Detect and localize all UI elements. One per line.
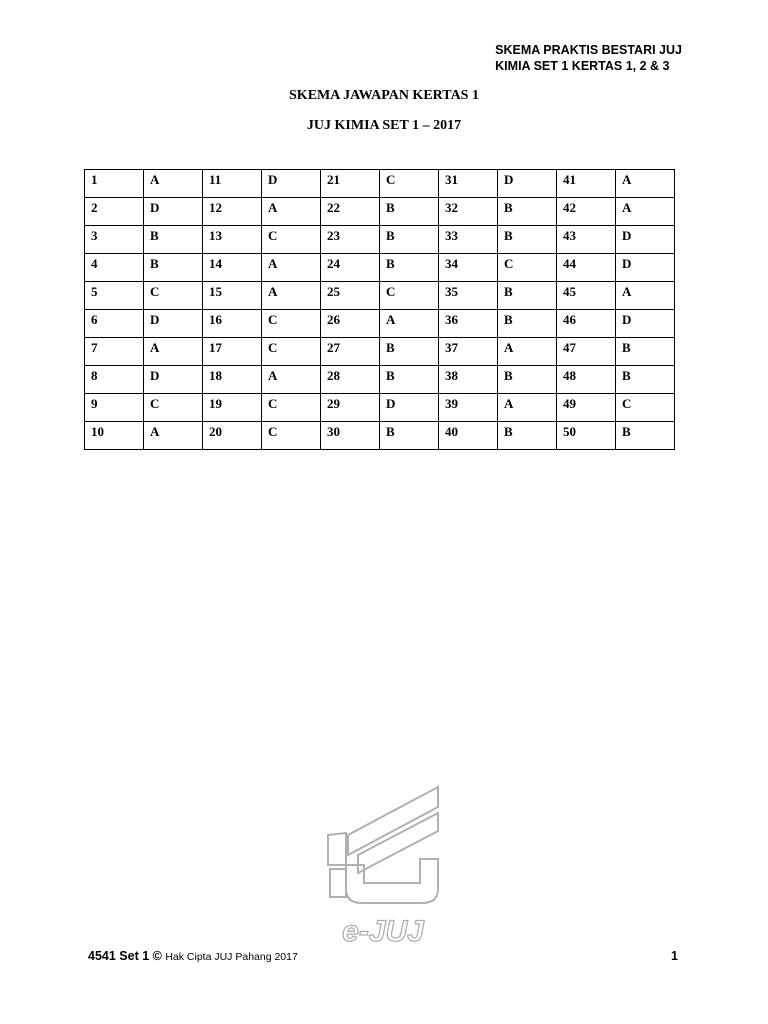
answer-cell: B xyxy=(498,366,557,394)
answer-cell: C xyxy=(262,226,321,254)
table-row xyxy=(85,338,675,366)
question-number-cell: 42 xyxy=(557,198,616,226)
question-number-cell: 41 xyxy=(557,170,616,198)
question-number-cell: 2 xyxy=(85,198,144,226)
answer-cell: B xyxy=(498,226,557,254)
answer-cell: A xyxy=(262,282,321,310)
question-number-cell: 39 xyxy=(439,394,498,422)
question-number-cell: 16 xyxy=(203,310,262,338)
table-row xyxy=(85,226,675,254)
footer-left xyxy=(88,949,298,963)
question-number-cell: 36 xyxy=(439,310,498,338)
answer-cell: A xyxy=(144,170,203,198)
table-row xyxy=(85,394,675,422)
question-number-cell: 26 xyxy=(321,310,380,338)
answer-cell: B xyxy=(498,422,557,450)
page-number: 1 xyxy=(671,949,678,963)
table-row xyxy=(85,198,675,226)
answer-cell: A xyxy=(144,338,203,366)
question-number-cell: 47 xyxy=(557,338,616,366)
answer-cell: C xyxy=(262,394,321,422)
question-number-cell: 19 xyxy=(203,394,262,422)
answer-cell: D xyxy=(498,170,557,198)
answer-cell: D xyxy=(616,226,675,254)
question-number-cell: 1 xyxy=(85,170,144,198)
footer-copyright: Hak Cipta JUJ Pahang 2017 xyxy=(165,951,298,963)
table-row xyxy=(85,254,675,282)
question-number-cell: 18 xyxy=(203,366,262,394)
question-number-cell: 17 xyxy=(203,338,262,366)
question-number-cell: 35 xyxy=(439,282,498,310)
question-number-cell: 43 xyxy=(557,226,616,254)
question-number-cell: 22 xyxy=(321,198,380,226)
answer-cell: A xyxy=(262,366,321,394)
answer-cell: C xyxy=(262,338,321,366)
question-number-cell: 37 xyxy=(439,338,498,366)
question-number-cell: 27 xyxy=(321,338,380,366)
header-line-2: KIMIA SET 1 KERTAS 1, 2 & 3 xyxy=(495,59,670,73)
answer-cell: A xyxy=(262,254,321,282)
question-number-cell: 45 xyxy=(557,282,616,310)
question-number-cell: 46 xyxy=(557,310,616,338)
question-number-cell: 14 xyxy=(203,254,262,282)
question-number-cell: 44 xyxy=(557,254,616,282)
answer-cell: B xyxy=(380,422,439,450)
table-row xyxy=(85,170,675,198)
question-number-cell: 10 xyxy=(85,422,144,450)
question-number-cell: 23 xyxy=(321,226,380,254)
answer-cell: A xyxy=(262,198,321,226)
answer-cell: B xyxy=(144,254,203,282)
watermark-text: e-JUJ xyxy=(342,915,424,945)
question-number-cell: 32 xyxy=(439,198,498,226)
answer-cell: B xyxy=(380,338,439,366)
answer-cell: D xyxy=(144,198,203,226)
question-number-cell: 29 xyxy=(321,394,380,422)
footer-paper-code: 4541 Set 1 © xyxy=(88,949,162,963)
question-number-cell: 21 xyxy=(321,170,380,198)
question-number-cell: 48 xyxy=(557,366,616,394)
answer-cell: C xyxy=(498,254,557,282)
answer-cell: A xyxy=(498,338,557,366)
question-number-cell: 15 xyxy=(203,282,262,310)
table-row xyxy=(85,282,675,310)
page-subtitle: JUJ KIMIA SET 1 – 2017 xyxy=(306,118,462,133)
question-number-cell: 30 xyxy=(321,422,380,450)
answer-cell: B xyxy=(616,338,675,366)
table-row xyxy=(85,422,675,450)
question-number-cell: 40 xyxy=(439,422,498,450)
question-number-cell: 25 xyxy=(321,282,380,310)
answer-cell: C xyxy=(380,282,439,310)
answer-cell: D xyxy=(616,254,675,282)
answer-cell: C xyxy=(262,422,321,450)
answer-cell: C xyxy=(380,170,439,198)
answer-cell: B xyxy=(498,310,557,338)
answer-cell: D xyxy=(144,310,203,338)
answer-cell: B xyxy=(498,282,557,310)
answer-cell: B xyxy=(144,226,203,254)
question-number-cell: 34 xyxy=(439,254,498,282)
page-title: SKEMA JAWAPAN KERTAS 1 xyxy=(289,88,479,103)
answer-cell: B xyxy=(380,366,439,394)
header-line-1: SKEMA PRAKTIS BESTARI JUJ xyxy=(495,43,682,57)
question-number-cell: 11 xyxy=(203,170,262,198)
answer-cell: A xyxy=(144,422,203,450)
question-number-cell: 5 xyxy=(85,282,144,310)
answer-cell: A xyxy=(616,198,675,226)
question-number-cell: 49 xyxy=(557,394,616,422)
question-number-cell: 38 xyxy=(439,366,498,394)
answer-cell: D xyxy=(144,366,203,394)
answer-cell: A xyxy=(616,282,675,310)
answer-cell: A xyxy=(616,170,675,198)
answer-cell: C xyxy=(262,310,321,338)
question-number-cell: 7 xyxy=(85,338,144,366)
answer-cell: D xyxy=(616,310,675,338)
question-number-cell: 13 xyxy=(203,226,262,254)
question-number-cell: 3 xyxy=(85,226,144,254)
answer-cell: A xyxy=(498,394,557,422)
question-number-cell: 6 xyxy=(85,310,144,338)
question-number-cell: 33 xyxy=(439,226,498,254)
table-row xyxy=(85,310,675,338)
question-number-cell: 31 xyxy=(439,170,498,198)
question-number-cell: 28 xyxy=(321,366,380,394)
answer-cell: B xyxy=(498,198,557,226)
document-header xyxy=(495,42,682,74)
answer-cell: C xyxy=(144,282,203,310)
question-number-cell: 4 xyxy=(85,254,144,282)
answer-cell: D xyxy=(380,394,439,422)
question-number-cell: 9 xyxy=(85,394,144,422)
answer-cell: B xyxy=(616,422,675,450)
question-number-cell: 20 xyxy=(203,422,262,450)
answer-cell: C xyxy=(144,394,203,422)
question-number-cell: 24 xyxy=(321,254,380,282)
e-juj-watermark-logo xyxy=(318,785,448,945)
answer-table xyxy=(84,169,675,450)
answer-cell: B xyxy=(380,226,439,254)
answer-cell: B xyxy=(616,366,675,394)
answer-cell: B xyxy=(380,198,439,226)
question-number-cell: 8 xyxy=(85,366,144,394)
question-number-cell: 12 xyxy=(203,198,262,226)
answer-cell: D xyxy=(262,170,321,198)
answer-cell: C xyxy=(616,394,675,422)
answer-cell: A xyxy=(380,310,439,338)
answer-cell: B xyxy=(380,254,439,282)
question-number-cell: 50 xyxy=(557,422,616,450)
table-row xyxy=(85,366,675,394)
